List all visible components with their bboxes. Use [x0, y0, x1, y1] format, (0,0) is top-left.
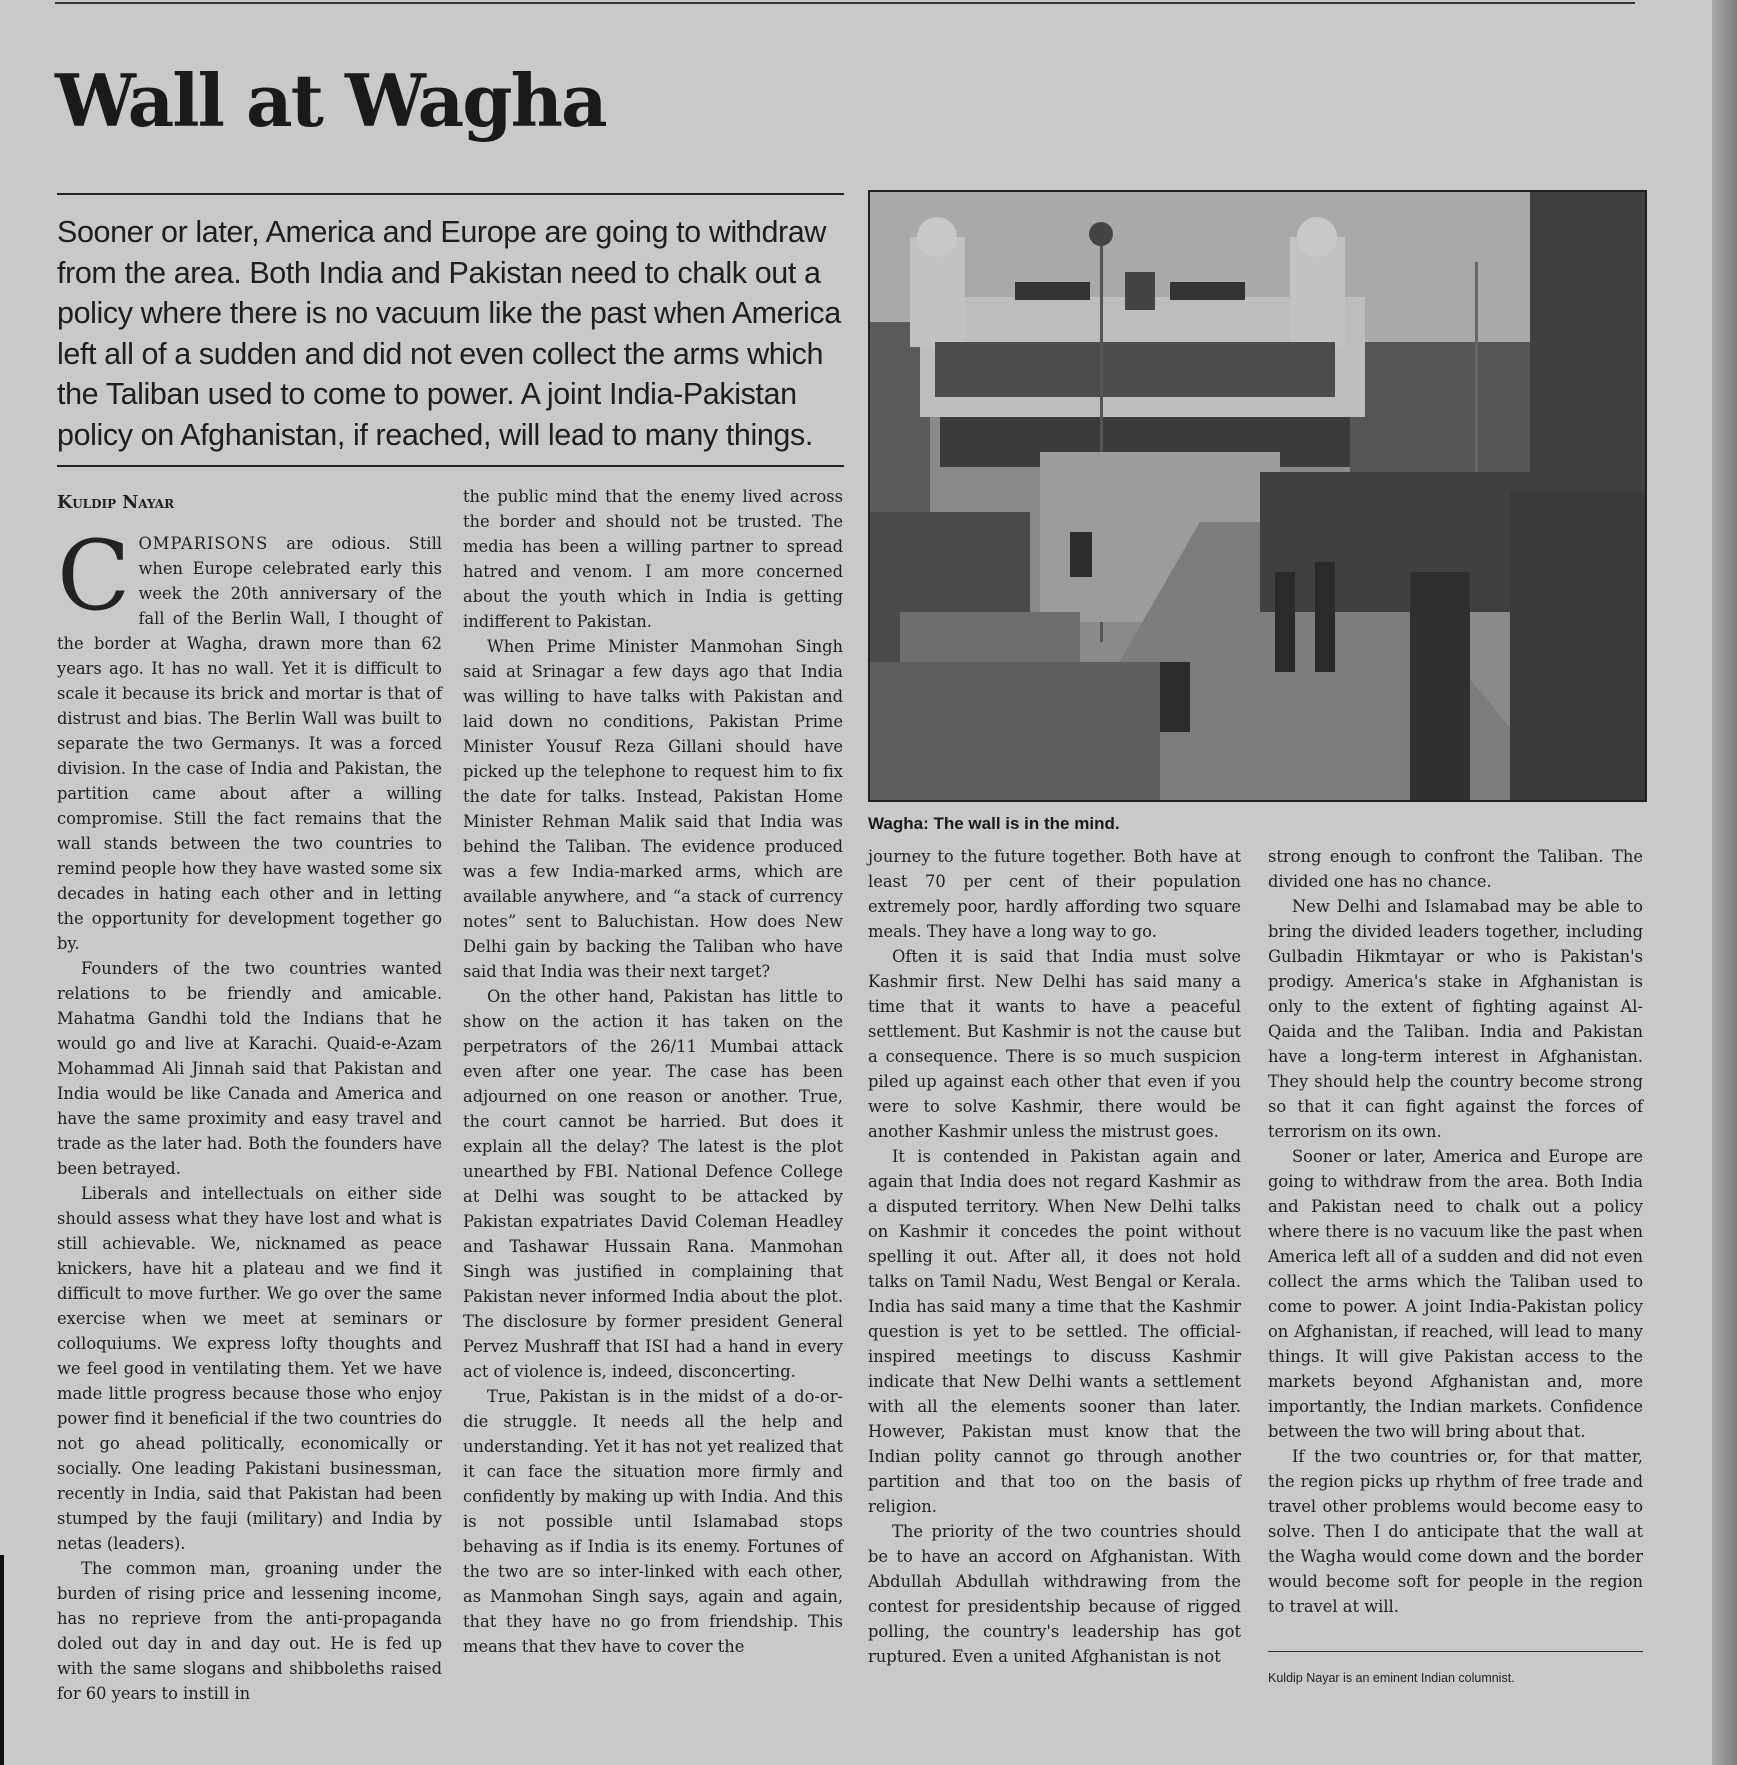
paragraph: On the other hand, Pakistan has little to show on the action it has taken on the perpetrators of the 26/11 Mumbai attack even after one year. The case has been adjourned on one reason or another. True, the court cannot be harried. But does it explain all the delay? The latest is the plot unearthed by FBI. National Defence College at Delhi was sought to be attacked by Pakistan expatriates David Coleman Headley and Tashawar Hussain Rana. Manmohan Singh was justified in complaining that Pakistan never informed India about the plot. The disclosure by former president General Pervez Mushraff that ISI had a hand in every act of violence is, indeed, disconcerting.: [463, 987, 843, 1381]
photo-caption: Wagha: The wall is in the mind.: [868, 814, 1120, 833]
paragraph: Founders of the two countries wanted relations to be friendly and amicable. Mahatma Gandhi told the Indians that he would go and live at Karachi. Quaid-e-Azam Mohammad Ali Jinnah said that Pakistan and India would be like Canada and America and have the same proximity and easy travel and trade as the later had. Both the founders have been betrayed.: [57, 959, 442, 1178]
paragraph: If the two countries or, for that matter, the region picks up rhythm of free trade and travel other problems would become easy to solve. Then I do anticipate that the wall at the Wagha would come down and the border would become soft for people in the region to travel at will.: [1268, 1447, 1643, 1616]
paragraph: Liberals and intellectuals on either side should assess what they have lost and what is still achievable. We, nicknamed as peace knickers, have hit a plateau and we find it difficult to move further. We go over the same exercise when we meet at seminars or colloquiums. We express lofty thoughts and we feel good in ventilating them. Yet we have made little progress because those who enjoy power find it beneficial if the two countries do not go ahead politically, economically or socially. One leading Pakistani businessman, recently in India, said that Pakistan had been stumped by the fauji (military) and India by netas (leaders).: [57, 1184, 442, 1553]
left-margin-rule: [0, 1555, 4, 1765]
wagha-border-photo: [868, 190, 1647, 802]
paragraph: strong enough to confront the Taliban. The divided one has no chance.: [1268, 847, 1643, 891]
paragraph: True, Pakistan is in the midst of a do-or-die struggle. It needs all the help and understanding. Yet it has not yet realized that it can face the situation more firmly and confidently by making up with India. And this is not possible until Islamabad stops behaving as if India is its enemy. Fortunes of the two are so inter-linked with each other, as Manmohan Singh says, again and again, that they have no go from friendship. This means that thev have to cover the: [463, 1387, 843, 1656]
deck-summary: Sooner or later, America and Europe are going to withdraw from the area. Both India and Pakistan need to chalk out a policy where there is no vacuum like the past when America left all of a sudden and did not even collect the arms which the Taliban used to come to power. A joint India-Pakistan policy on Afghanistan, if reached, will lead to many things.: [57, 215, 841, 452]
paragraph: It is contended in Pakistan again and again that India does not regard Kashmir as a disputed territory. When New Delhi talks on Kashmir it concedes the point without spelling it out. After all, it does not hold talks on Tamil Nadu, West Bengal or Kerala. India has said many a time that the Kashmir question is yet to be settled. The official-inspired meetings to discuss Kashmir indicate that New Delhi wants a settlement with all the elements sooner than later. However, Pakistan must know that the Indian polity cannot go through another partition and that too on the basis of religion.: [868, 1147, 1241, 1516]
deck-bottom-rule: [57, 465, 844, 467]
paragraph-text: are odious. Still when Europe celebrated early this week the 20th anniversary of the fall of the Berlin Wall, I thought of the border at Wagha, drawn more than 62 years ago. It has no wall. Yet it is difficult to scale it because its brick and mortar is that of distrust and bias. The Berlin Wall was built to separate the two Germanys. It was a forced division. In the case of India and Pakistan, the partition came about after a willing compromise. Still the fact remains that the wall stands between the two countries to remind people how they have wasted some six decades in hating each other and in letting the opportunity for development together go by.: [57, 534, 442, 953]
photo-illustration: [870, 192, 1645, 800]
headline: Wall at Wagha: [55, 58, 606, 143]
article-end-rule: [1268, 1651, 1643, 1652]
author-bio: Kuldip Nayar is an eminent Indian columnist.: [1268, 1671, 1515, 1685]
paragraph: Sooner or later, America and Europe are going to withdraw from the area. Both India and Pakistan need to chalk out a policy where there is no vacuum like the past when America left all of a sudden and did not even collect the arms which the Taliban used to come to power. A joint India-Pakistan policy on Afghanistan, if reached, will lead to many things. It will give Pakistan access to the markets beyond Afghanistan and, more importantly, the Indian markets. Confidence between the two will bring about that.: [1268, 1147, 1643, 1441]
article-column-4: [1268, 844, 1643, 1619]
paragraph: The common man, groaning under the burden of rising price and lessening income, has no reprieve from the anti-propaganda doled out day in and day out. He is fed up with the same slogans and shibboleths raised for 60 years to instill in: [57, 1559, 442, 1703]
paragraph: the public mind that the enemy lived across the border and should not be trusted. The media has been a willing partner to spread hatred and venom. I am more concerned about the youth which in India is getting indifferent to Pakistan.: [463, 487, 843, 631]
paragraph: New Delhi and Islamabad may be able to bring the divided leaders together, including Gulbadin Hikmtayar or who is Pakistan's prodigy. America's stake in Afghanistan is only to the extent of fighting against Al-Qaida and the Taliban. India and Pakistan have a long-term interest in Afghanistan. They should help the country become strong so that it can fight against the forces of terrorism on its own.: [1268, 897, 1643, 1141]
article-column-1: [57, 520, 442, 1706]
page-edge-shadow: [1712, 0, 1737, 1765]
article-column-2: [463, 484, 843, 1659]
byline: Kuldip Nayar: [57, 493, 175, 513]
paragraph: Often it is said that India must solve Kashmir first. New Delhi has said many a time that it wants to have a peaceful settlement. But Kashmir is not the cause but a consequence. There is so much suspicion piled up against each other that even if you were to solve Kashmir, there would be another Kashmir unless the mistrust goes.: [868, 947, 1241, 1141]
paragraph: [57, 520, 442, 956]
deck-top-rule: [57, 193, 844, 195]
top-rule: [55, 2, 1635, 4]
paragraph: When Prime Minister Manmohan Singh said at Srinagar a few days ago that India was willing to have talks with Pakistan and laid down no conditions, Pakistan Prime Minister Yousuf Reza Gillani should have picked up the telephone to request him to fix the date for talks. Instead, Pakistan Home Minister Rehman Malik said that India was behind the Taliban. The evidence produced was a few India-marked arms, which are available anywhere, and “a stack of currency notes” sent to Baluchistan. How does New Delhi gain by backing the Taliban who have said that India was their next target?: [463, 637, 843, 981]
article-column-3: [868, 844, 1241, 1669]
paragraph: journey to the future together. Both have at least 70 per cent of their population extremely poor, hardly affording two square meals. They have a long way to go.: [868, 847, 1241, 941]
paragraph: The priority of the two countries should be to have an accord on Afghanistan. With Abdullah Abdullah withdrawing from the contest for presidentship because of rigged polling, the country's leadership has got ruptured. Even a united Afghanistan is not: [868, 1522, 1241, 1666]
lead-word: OMPARISONS: [138, 534, 269, 553]
drop-cap: C: [57, 520, 131, 632]
